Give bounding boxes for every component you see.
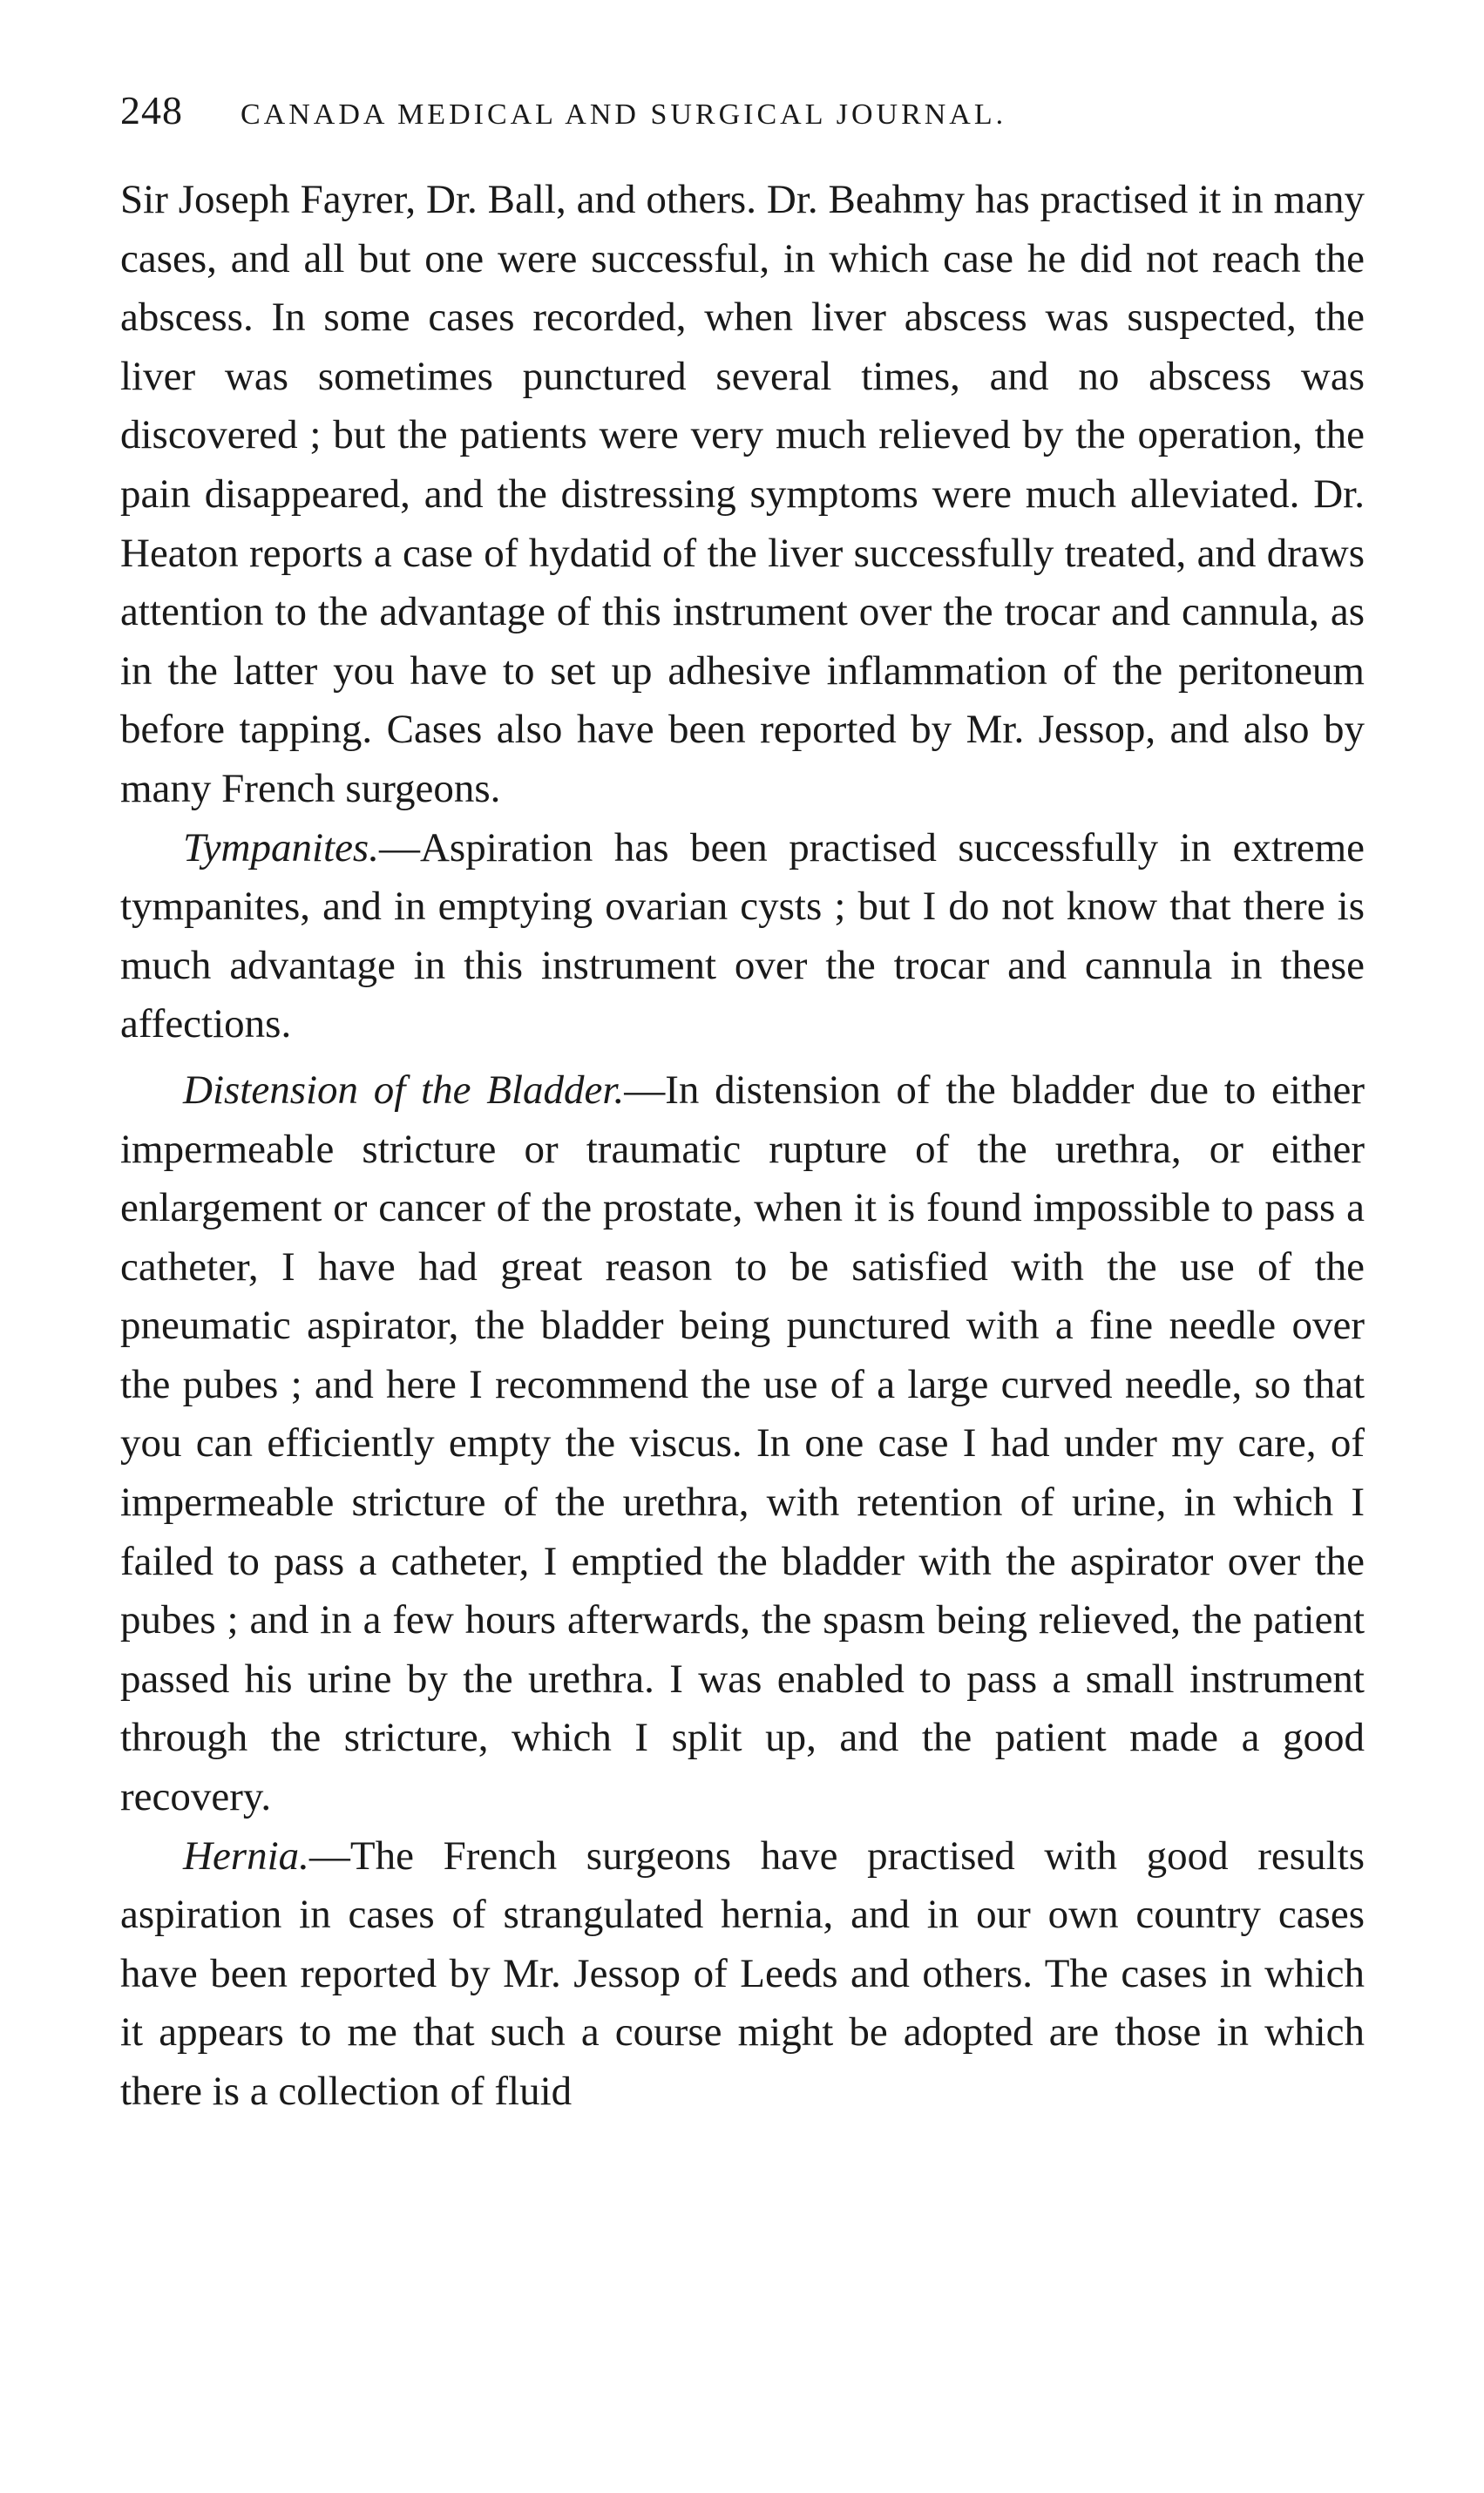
article-body xyxy=(120,171,1365,2122)
section-heading-bladder: Distension of the Bladder. xyxy=(183,1067,625,1113)
paragraph-text: —The French surgeons have practised with good results aspiration in cases of strangulated hernia, and in our own country cases have been reported by Mr. Jessop of Leeds and others. The cases in which it appears to me that such a course might be adopted are those in which there is a collection of fluid xyxy=(120,1832,1365,2114)
paragraph-bladder xyxy=(120,1061,1365,1827)
page-header xyxy=(120,87,1366,148)
paragraph-text: Sir Joseph Fayrer, Dr. Ball, and others. Dr. Beahmy has practised it in many cases, and all but one were successful, in which case he did not reach the abscess. In some cases recorded, when liver abscess was suspected, the liver was sometimes punctured several times, and no abscess was discovered ; but the patients were very much relieved by the operation, the pain disappeared, and the distressing symptoms were much alleviated. Dr. Heaton reports a case of hydatid of the liver successfully treated, and draws attention to the advantage of this instrument over the trocar and cannula, as in the latter you have to set up adhesive inflammation of the peritoneum before tapping. Cases also have been reported by Mr. Jessop, and also by many French surgeons. xyxy=(120,177,1365,811)
section-heading-tympanites: Tympanites. xyxy=(183,824,379,871)
paragraph-text: —In distension of the bladder due to either impermeable stricture or traumatic rupture of the urethra, or either enlargement or cancer of the prostate, when it is found impossible to pass a catheter, I have had great reason to be satisfied with the use of the pneumatic aspirator, the bladder being punctured with a fine needle over the pubes ; and here I recommend the use of a large curved needle, so that you can efficiently empty the viscus. In one case I had under my care, of impermeable stricture of the urethra, with retention of urine, in which I failed to pass a catheter, I emptied the bladder with the aspirator over the pubes ; and in a few hours afterwards, the spasm being relieved, the patient passed his urine by the urethra. I was enabled to pass a small instrument through the stricture, which I split up, and the patient made a good recovery. xyxy=(120,1067,1365,1820)
running-head: CANADA MEDICAL AND SURGICAL JOURNAL. xyxy=(241,98,1007,131)
paragraph-hernia xyxy=(120,1827,1365,2122)
paragraph-liver-abscess xyxy=(120,171,1365,819)
paragraph-text: —Aspiration has been practised successfully in extreme tympanites, and in emptying ovarian cysts ; but I do not know that there is much advantage in this instrument over the trocar and cannula in these affections. xyxy=(120,824,1365,1047)
paragraph-tympanites xyxy=(120,819,1365,1054)
section-heading-hernia: Hernia. xyxy=(183,1832,309,1879)
page-number: 248 xyxy=(120,88,183,132)
